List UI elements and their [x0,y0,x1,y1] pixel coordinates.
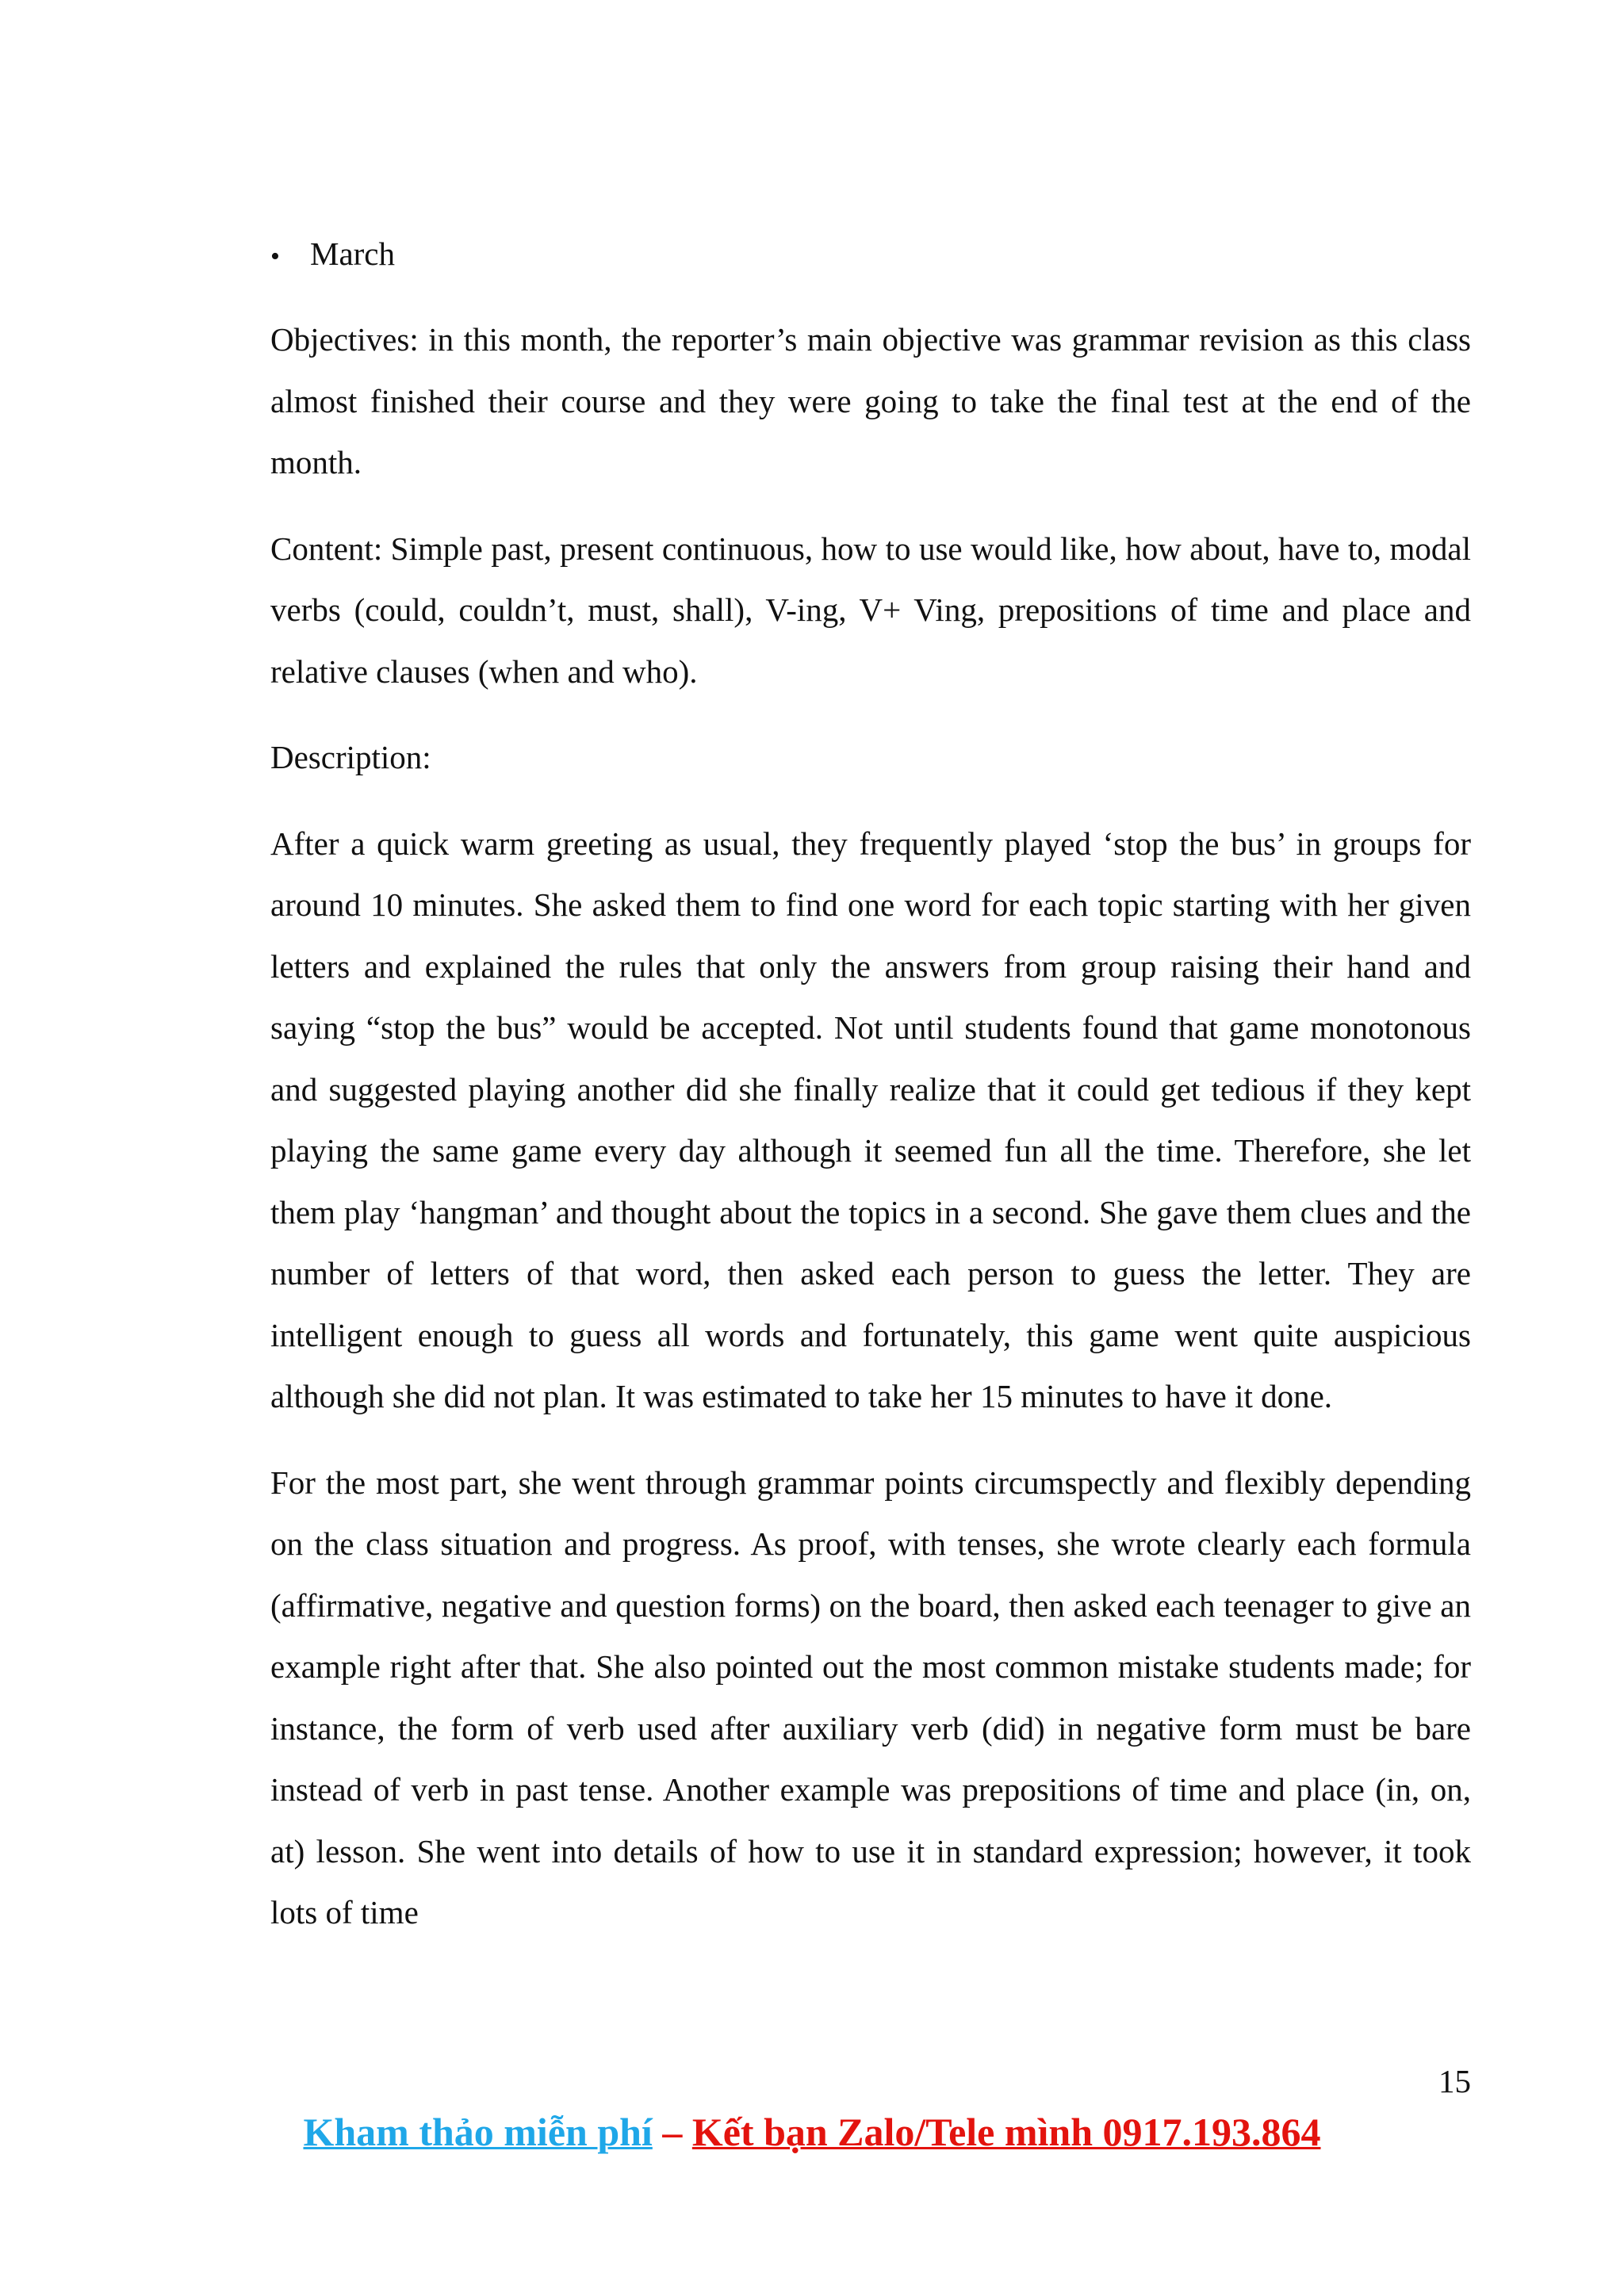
footer-separator: – [652,2110,692,2154]
paragraph-grammar: For the most part, she went through grammar points circumspectly and flexibly depending on the class situation and progress. As proof, with tenses, she wrote clearly each formula (affirmative, negative and question forms) on the board, then asked each teenager to give an example right after that. She also pointed out the most common mistake students made; for instance, the form of verb used after auxiliary verb (did) in negative form must be bare instead of verb in past tense. Another example was prepositions of time and place (in, on, at) lesson. She went into details of how to use it in standard expression; however, it took lots of time [270,1464,1471,1931]
bullet-text: March [310,235,396,272]
page-number: 15 [1438,2063,1471,2099]
bullet-icon: • [270,242,280,271]
free-reference-link[interactable]: Kham thảo miễn phí [303,2110,653,2154]
page-body [270,224,1471,1944]
footer-banner [0,2104,1624,2160]
contact-link[interactable]: Kết bạn Zalo/Tele mình 0917.193.864 [691,2110,1321,2154]
bullet-item [270,224,1471,285]
paragraph-objectives: Objectives: in this month, the reporter’s main objective was grammar revision as this class almost finished their course and they were going to take the final test at the end of the month. [270,321,1471,480]
paragraph-content: Content: Simple past, present continuous, how to use would like, how about, have to, modal verbs (could, couldn’t, must, shall), V-ing, V+ Ving, prepositions of time and place and relative clauses (when and who). [270,530,1471,690]
paragraph-warmup: After a quick warm greeting as usual, they frequently played ‘stop the bus’ in groups for around 10 minutes. She asked them to find one word for each topic starting with her given letters and explained the rules that only the answers from group raising their hand and saying “stop the bus” would be accepted. Not until students found that game monotonous and suggested playing another did she finally realize that it could get tedious if they kept playing the same game every day although it seemed fun all the time. Therefore, she let them play ‘hangman’ and thought about the topics in a second. She gave them clues and the number of letters of that word, then asked each person to guess the letter. They are intelligent enough to guess all words and fortunately, this game went quite auspicious although she did not plan. It was estimated to take her 15 minutes to have it done. [270,825,1471,1414]
paragraph-description-heading: Description: [270,739,431,775]
